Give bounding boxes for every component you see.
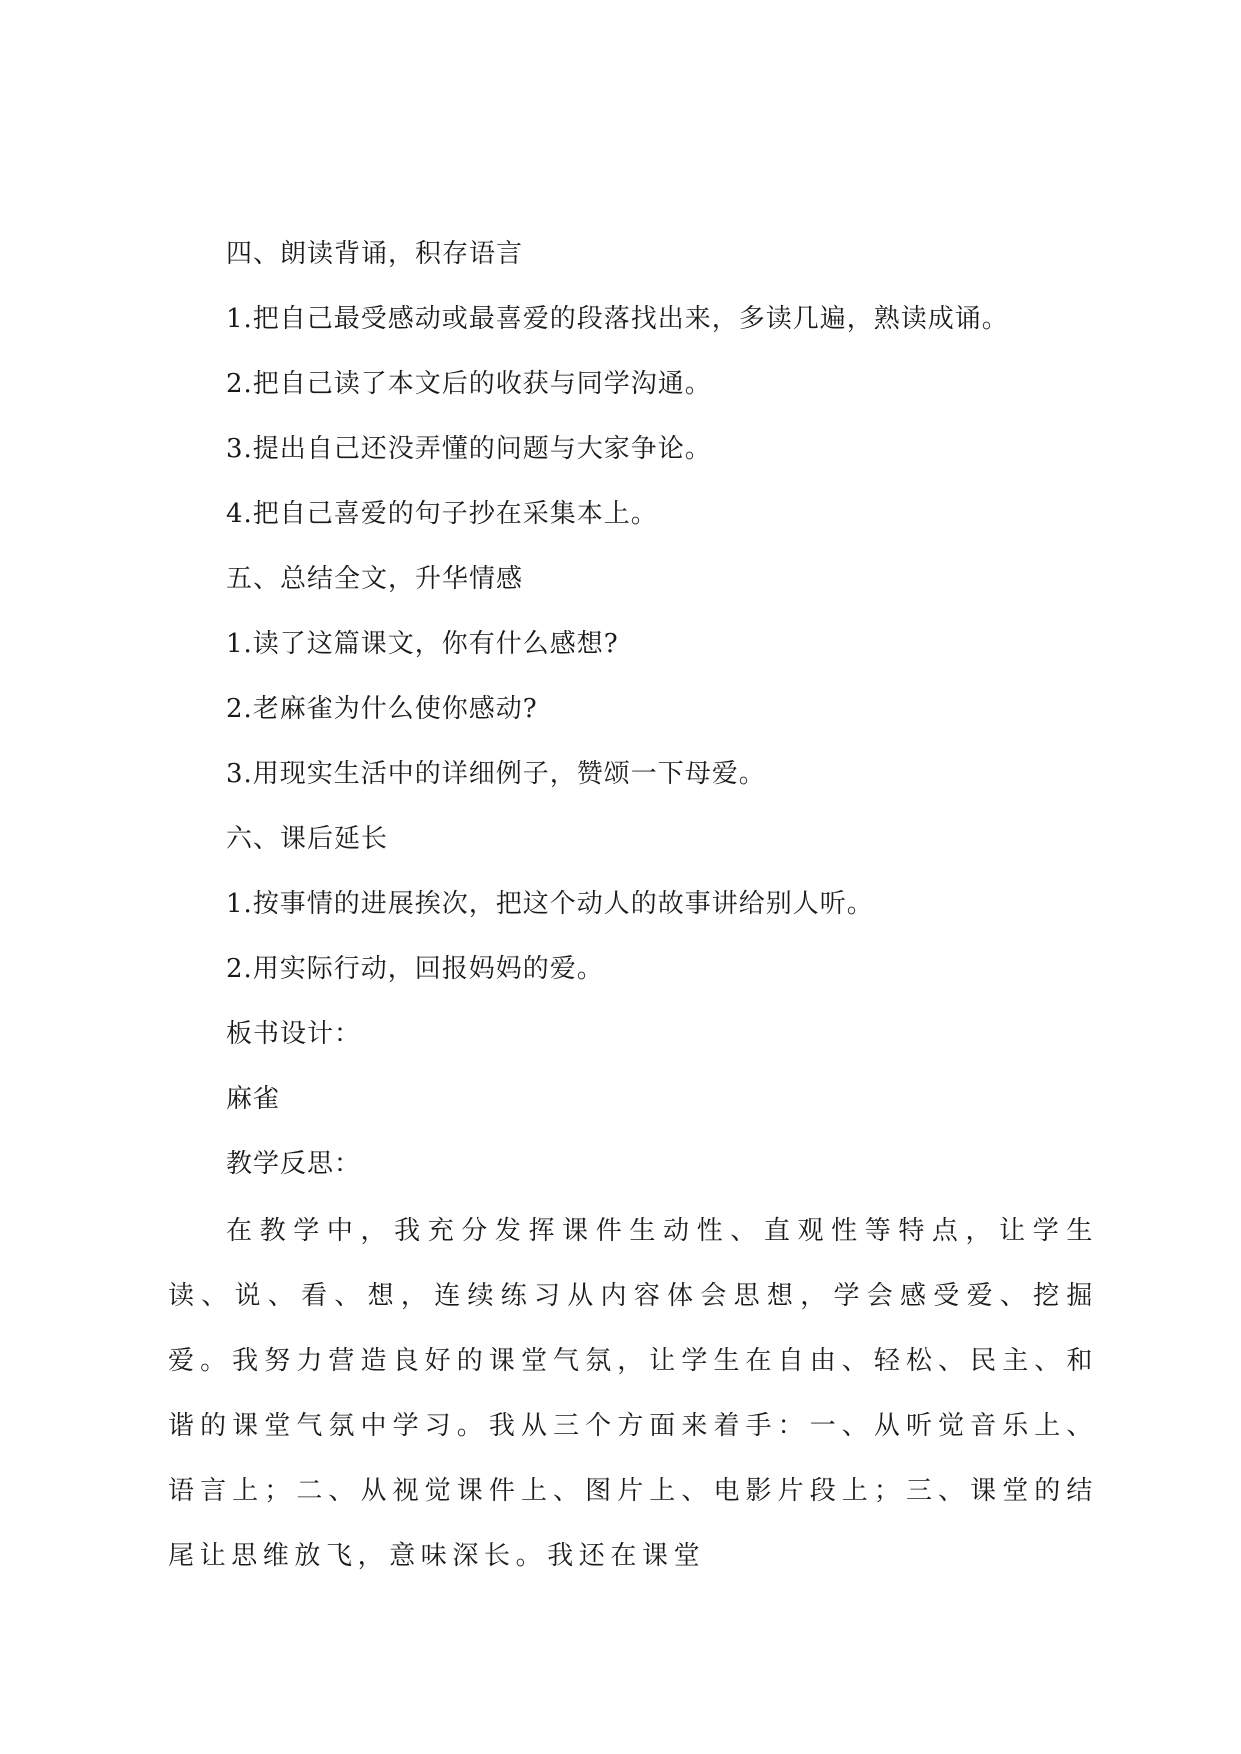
section-heading-five: 五、总结全文，升华情感 [226, 564, 524, 594]
list-item: 3.用现实生活中的详细例子，赞颂一下母爱。 [226, 759, 766, 789]
list-item: 1.按事情的进展挨次，把这个动人的故事讲给别人听。 [226, 889, 874, 919]
section-heading-six: 六、课后延长 [226, 824, 389, 854]
board-design-title: 麻雀 [226, 1084, 281, 1114]
list-item: 2.把自己读了本文后的收获与同学沟通。 [226, 369, 712, 399]
board-design-label: 板书设计： [226, 1019, 362, 1049]
list-item: 4.把自己喜爱的句子抄在采集本上。 [226, 499, 658, 529]
list-item: 3.提出自己还没弄懂的问题与大家争论。 [226, 434, 712, 464]
list-item: 1.把自己最受感动或最喜爱的段落找出来，多读几遍，熟读成诵。 [226, 304, 1009, 334]
document-body [168, 222, 1098, 1589]
list-item: 2.老麻雀为什么使你感动? [226, 694, 538, 724]
teaching-reflection-label: 教学反思： [226, 1149, 362, 1179]
list-item: 2.用实际行动，回报妈妈的爱。 [226, 954, 604, 984]
section-heading-four: 四、朗读背诵，积存语言 [226, 239, 524, 269]
list-item: 1.读了这篇课文，你有什么感想? [226, 629, 619, 659]
reflection-paragraph: 在教学中，我充分发挥课件生动性、直观性等特点，让学生读、说、看、想，连续练习从内容体会思想，学会感受爱、挖掘爱。我努力营造良好的课堂气氛，让学生在自由、轻松、民主、和谐的课堂气氛中学习。我从三个方面来着手：一、从听觉音乐上、语言上；二、从视觉课件上、图片上、电影片段上；三、课堂的结尾让思维放飞，意味深长。我还在课堂 [168, 1216, 1098, 1571]
